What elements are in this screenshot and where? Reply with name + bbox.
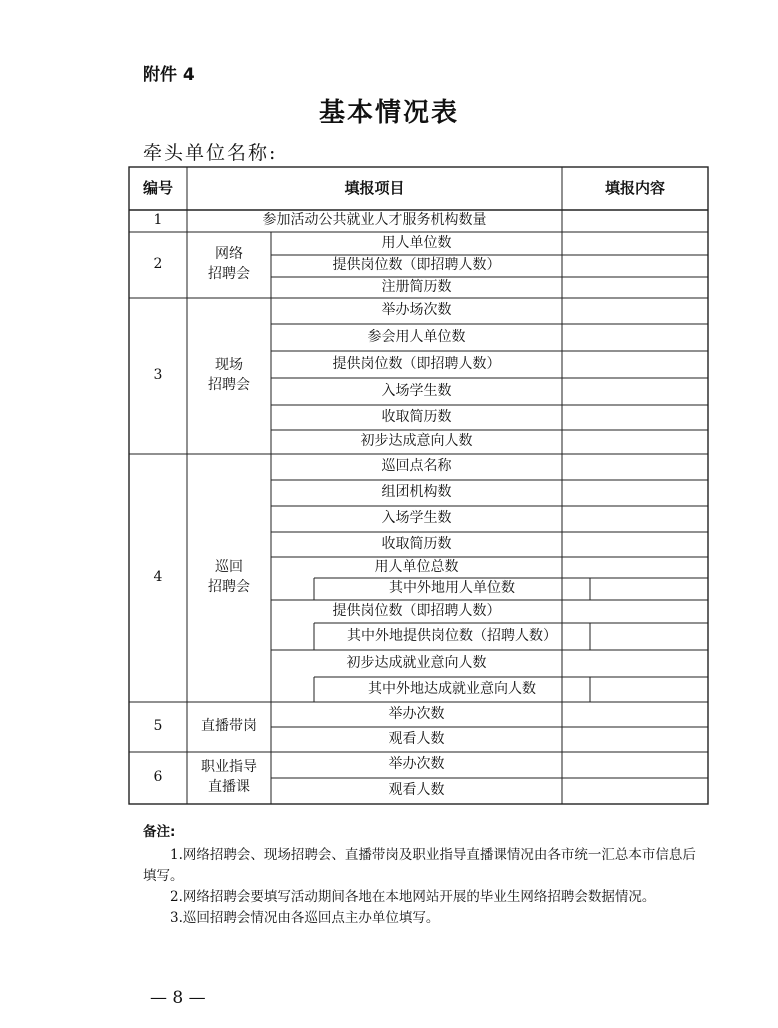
row-category: 直播带岗 [201, 718, 257, 735]
row-subitem: 其中外地达成就业意向人数 [368, 680, 536, 697]
row-item: 收取简历数 [381, 535, 452, 552]
row-item: 巡回点名称 [381, 458, 452, 475]
row-item: 举办次数 [388, 756, 445, 773]
row-item: 提供岗位数（即招聘人数） [332, 355, 501, 372]
row-item: 举办场次数 [381, 302, 452, 319]
row-subitem: 其中外地提供岗位数（招聘人数） [347, 627, 557, 644]
row-item: 组团机构数 [381, 484, 452, 501]
row-item: 用人单位数 [381, 234, 452, 251]
row-item: 初步达成就业意向人数 [346, 654, 487, 671]
row-number: 5 [153, 718, 163, 735]
row-number: 2 [153, 256, 163, 273]
note-item: 1.网络招聘会、现场招聘会、直播带岗及职业指导直播课情况由各市统一汇总本市信息后填写。 [143, 847, 696, 884]
page-title: 基本情况表 [318, 98, 459, 128]
row-item: 入场学生数 [381, 382, 452, 399]
row-category: 网络 招聘会 [208, 246, 250, 282]
row-item: 观看人数 [388, 782, 445, 799]
row-number: 4 [153, 569, 163, 586]
attachment-label: 附件 4 [143, 65, 195, 85]
row-item: 注册简历数 [381, 278, 452, 295]
row-item: 提供岗位数（即招聘人数） [332, 257, 501, 274]
note-item: 2.网络招聘会要填写活动期间各地在本地网站开展的毕业生网络招聘会数据情况。 [170, 889, 656, 905]
row-item: 入场学生数 [381, 510, 452, 527]
row-subitem: 其中外地用人单位数 [389, 580, 515, 597]
row-item: 参加活动公共就业人才服务机构数量 [262, 212, 487, 229]
header-content: 填报内容 [604, 179, 665, 197]
notes-section [143, 822, 703, 929]
row-item: 初步达成意向人数 [360, 433, 473, 450]
notes-title: 备注: [143, 824, 176, 840]
row-item: 举办次数 [388, 705, 445, 722]
row-item: 提供岗位数（即招聘人数） [332, 602, 501, 619]
row-item: 观看人数 [388, 730, 445, 747]
row-item: 收取简历数 [381, 408, 452, 425]
row-number: 3 [153, 367, 163, 384]
note-item: 3.巡回招聘会情况由各巡回点主办单位填写。 [170, 910, 440, 926]
row-category: 职业指导 直播课 [201, 759, 257, 795]
row-item: 参会用人单位数 [367, 328, 466, 345]
header-item: 填报项目 [344, 179, 405, 197]
row-category: 现场 招聘会 [208, 357, 250, 393]
row-number: 1 [153, 212, 163, 229]
row-item: 用人单位总数 [374, 558, 459, 575]
header-number: 编号 [142, 179, 173, 197]
row-category: 巡回 招聘会 [208, 559, 250, 595]
row-number: 6 [153, 769, 163, 786]
page-number: — 8 — [150, 988, 206, 1008]
lead-unit-label: 牵头单位名称: [143, 142, 278, 164]
